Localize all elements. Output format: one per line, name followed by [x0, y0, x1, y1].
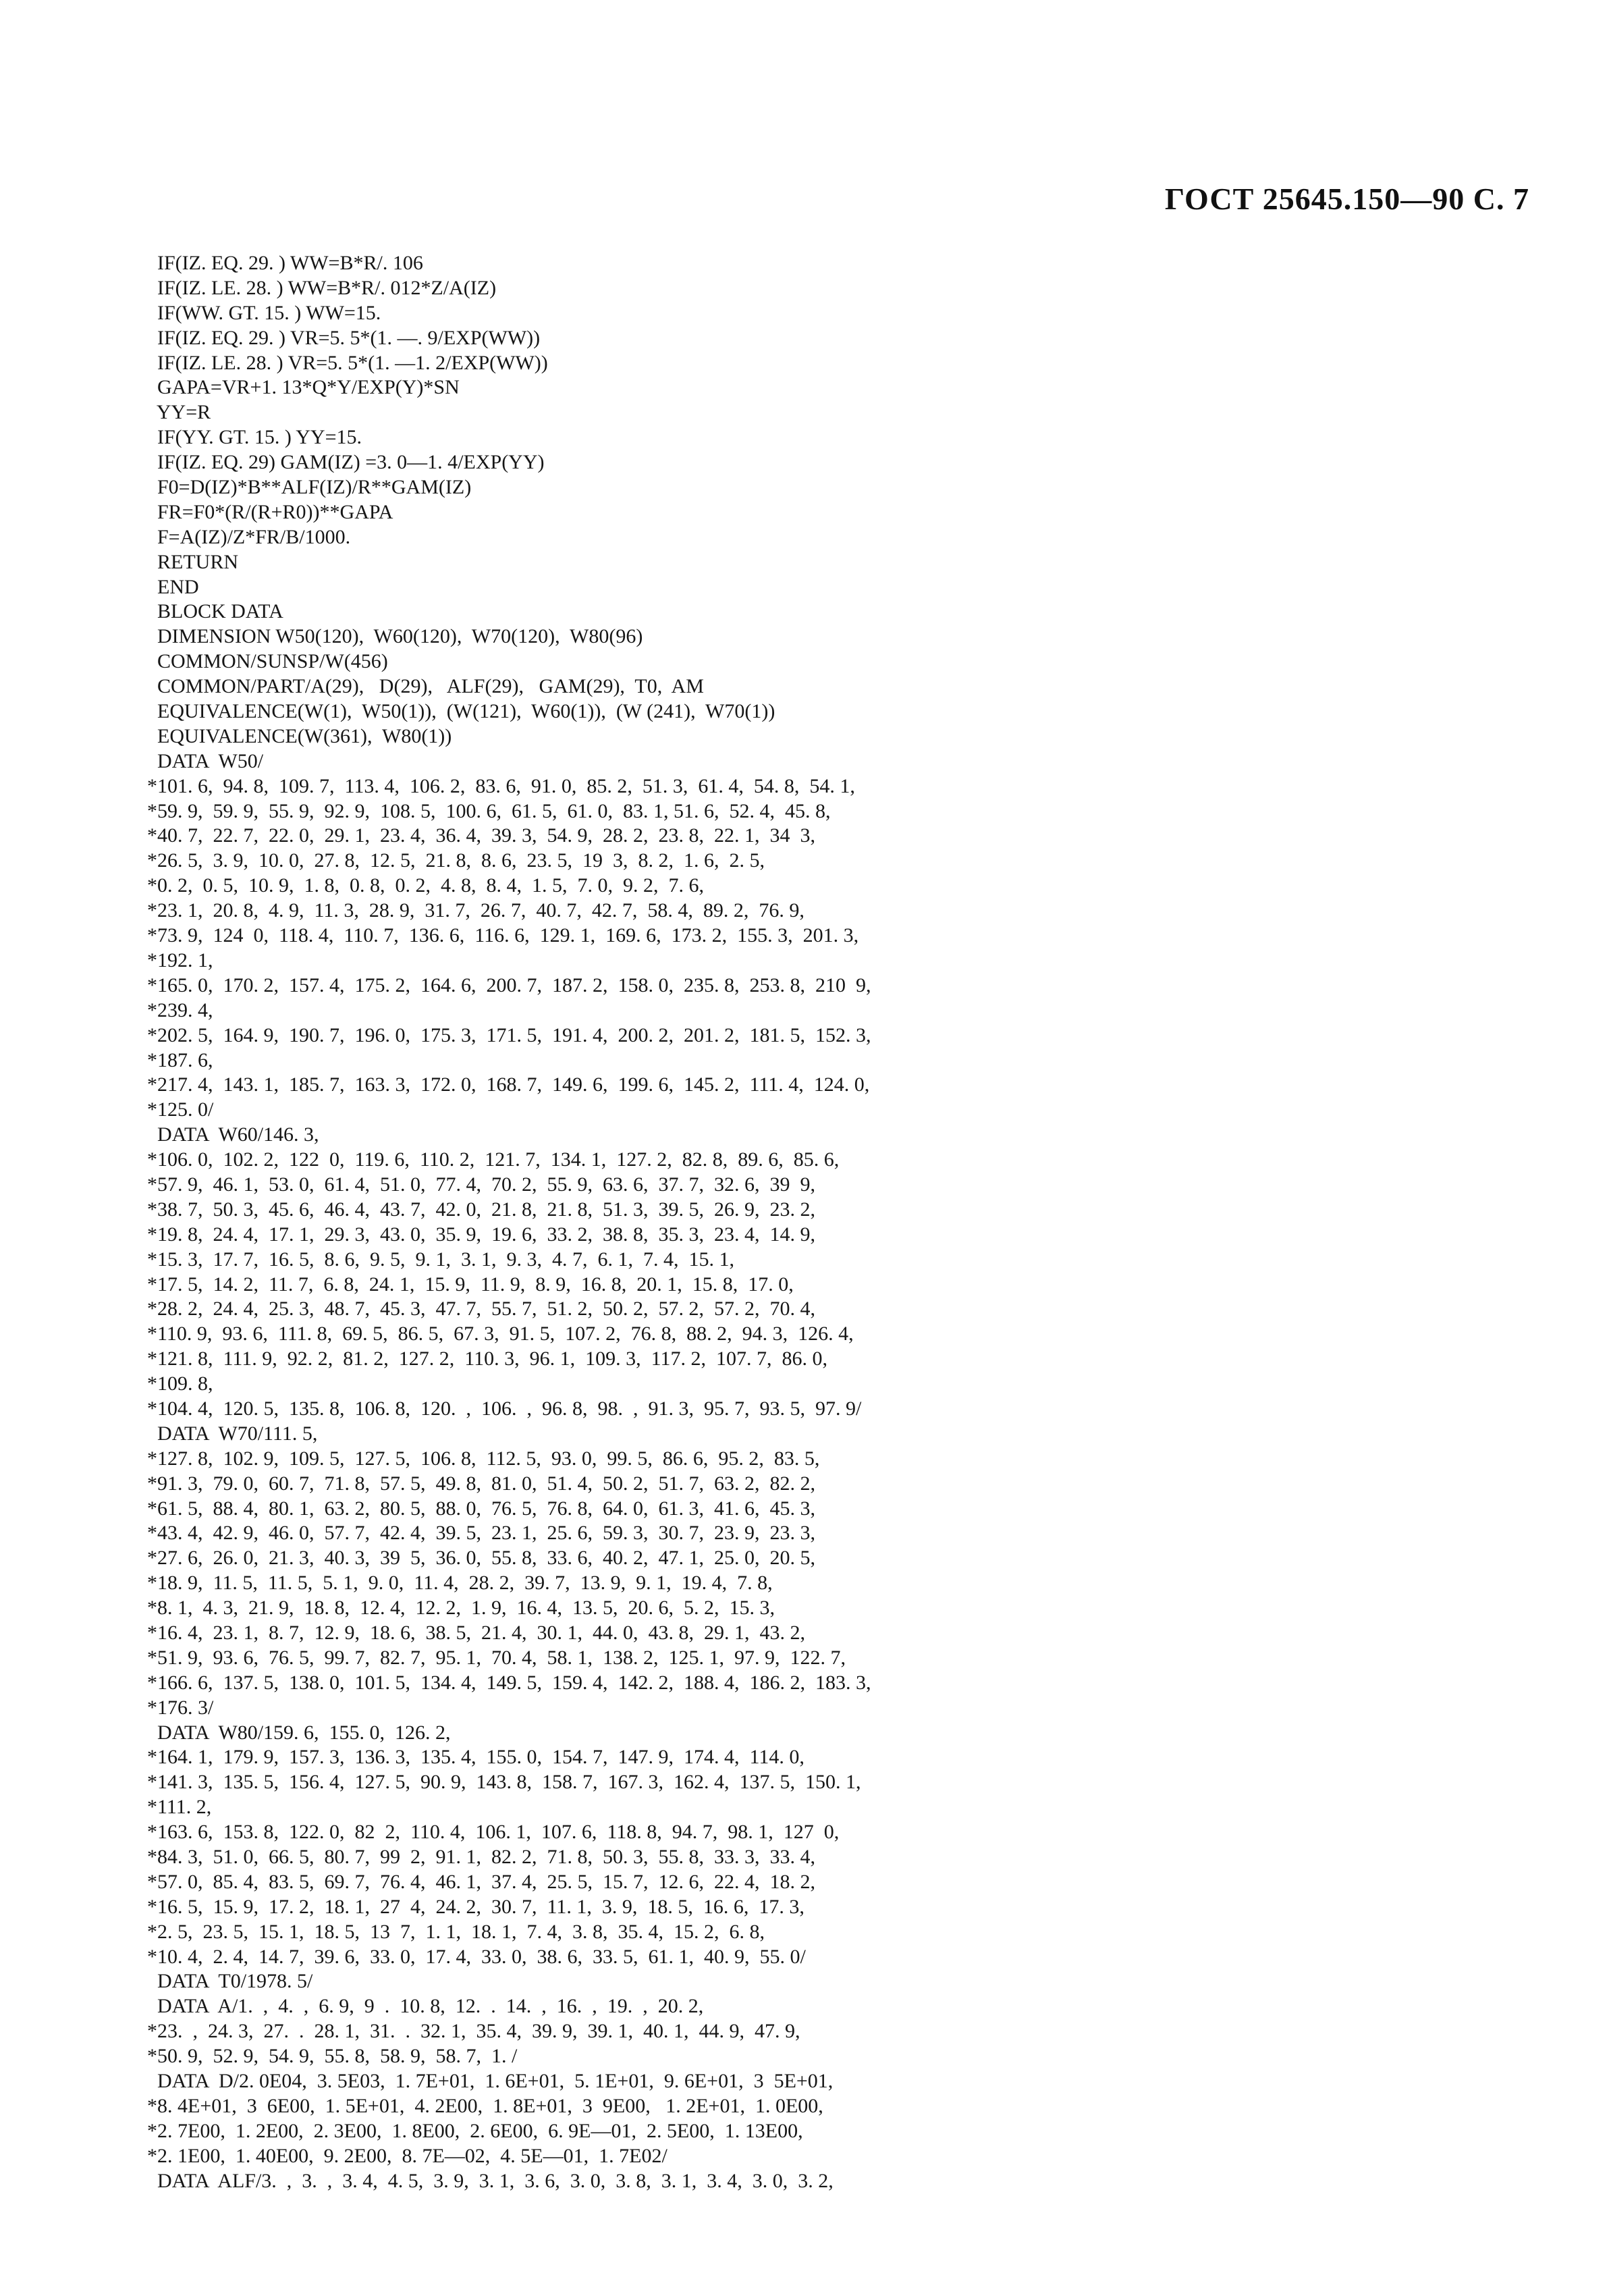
code-line: *57. 0, 85. 4, 83. 5, 69. 7, 76. 4, 46. 1, 37. 4, 25. 5, 15. 7, 12. 6, 22. 4, 18. 2, — [147, 1870, 815, 1893]
code-line: COMMON/SUNSP/W(456) — [147, 650, 388, 673]
code-line: IF(IZ. LE. 28. ) VR=5. 5*(1. —1. 2/EXP(WW)) — [147, 351, 548, 374]
code-line: DATA W60/146. 3, — [147, 1123, 319, 1146]
code-line: DATA D/2. 0E04, 3. 5E03, 1. 7E+01, 1. 6E+01, 5. 1E+01, 9. 6E+01, 3 5E+01, — [147, 2070, 834, 2093]
code-line: *19. 8, 24. 4, 17. 1, 29. 3, 43. 0, 35. 9, 19. 6, 33. 2, 38. 8, 35. 3, 23. 4, 14. 9, — [147, 1223, 815, 1246]
code-line: *239. 4, — [147, 998, 213, 1021]
code-line: F0=D(IZ)*B**ALF(IZ)/R**GAM(IZ) — [147, 476, 472, 499]
code-line: IF(WW. GT. 15. ) WW=15. — [147, 301, 381, 324]
code-line: *2. 1E00, 1. 40E00, 9. 2E00, 8. 7E—02, 4. 5E—01, 1. 7E02/ — [147, 2144, 667, 2167]
code-line: FR=F0*(R/(R+R0))**GAPA — [147, 500, 393, 523]
code-line: *23. 1, 20. 8, 4. 9, 11. 3, 28. 9, 31. 7, 26. 7, 40. 7, 42. 7, 58. 4, 89. 2, 76. 9, — [147, 899, 804, 922]
code-line: *15. 3, 17. 7, 16. 5, 8. 6, 9. 5, 9. 1, 3. 1, 9. 3, 4. 7, 6. 1, 7. 4, 15. 1, — [147, 1248, 734, 1271]
code-line: EQUIVALENCE(W(361), W80(1)) — [147, 724, 452, 747]
code-line: *110. 9, 93. 6, 111. 8, 69. 5, 86. 5, 67. 3, 91. 5, 107. 2, 76. 8, 88. 2, 94. 3, 126. 4, — [147, 1323, 854, 1345]
page-header: ГОСТ 25645.150—90 С. 7 — [1164, 182, 1529, 216]
code-line: DATA W80/159. 6, 155. 0, 126. 2, — [147, 1721, 451, 1744]
fortran-listing — [147, 251, 1551, 2193]
code-line: *38. 7, 50. 3, 45. 6, 46. 4, 43. 7, 42. 0, 21. 8, 21. 8, 51. 3, 39. 5, 26. 9, 23. 2, — [147, 1198, 815, 1221]
code-line: *202. 5, 164. 9, 190. 7, 196. 0, 175. 3, 171. 5, 191. 4, 200. 2, 201. 2, 181. 5, 152. 3, — [147, 1023, 871, 1046]
code-line: IF(IZ. LE. 28. ) WW=B*R/. 012*Z/A(IZ) — [147, 276, 497, 299]
code-line: *192. 1, — [147, 949, 213, 971]
code-line: *104. 4, 120. 5, 135. 8, 106. 8, 120. , 106. , 96. 8, 98. , 91. 3, 95. 7, 93. 5, 97. 9/ — [147, 1397, 862, 1420]
code-line: *125. 0/ — [147, 1098, 214, 1121]
code-line: DATA ALF/3. , 3. , 3. 4, 4. 5, 3. 9, 3. 1, 3. 6, 3. 0, 3. 8, 3. 1, 3. 4, 3. 0, 3. 2, — [147, 2169, 834, 2192]
code-line: IF(IZ. EQ. 29) GAM(IZ) =3. 0—1. 4/EXP(YY) — [147, 451, 545, 474]
code-line: COMMON/PART/A(29), D(29), ALF(29), GAM(29), T0, AM — [147, 675, 704, 698]
code-line: IF(YY. GT. 15. ) YY=15. — [147, 426, 362, 449]
code-line: EQUIVALENCE(W(1), W50(1)), (W(121), W60(1)), (W (241), W70(1)) — [147, 700, 775, 723]
code-line: *16. 5, 15. 9, 17. 2, 18. 1, 27 4, 24. 2, 30. 7, 11. 1, 3. 9, 18. 5, 16. 6, 17. 3, — [147, 1895, 804, 1918]
code-line: *28. 2, 24. 4, 25. 3, 48. 7, 45. 3, 47. 7, 55. 7, 51. 2, 50. 2, 57. 2, 57. 2, 70. 4, — [147, 1298, 815, 1320]
code-line: *163. 6, 153. 8, 122. 0, 82 2, 110. 4, 106. 1, 107. 6, 118. 8, 94. 7, 98. 1, 127 0, — [147, 1821, 840, 1844]
code-line: *10. 4, 2. 4, 14. 7, 39. 6, 33. 0, 17. 4, 33. 0, 38. 6, 33. 5, 61. 1, 40. 9, 55. 0/ — [147, 1945, 806, 1968]
code-line: *17. 5, 14. 2, 11. 7, 6. 8, 24. 1, 15. 9, 11. 9, 8. 9, 16. 8, 20. 1, 15. 8, 17. 0, — [147, 1273, 794, 1296]
code-line: BLOCK DATA — [147, 600, 283, 623]
code-line: *187. 6, — [147, 1048, 213, 1071]
code-line: IF(IZ. EQ. 29. ) WW=B*R/. 106 — [147, 252, 423, 274]
code-line: *166. 6, 137. 5, 138. 0, 101. 5, 134. 4, 149. 5, 159. 4, 142. 2, 188. 4, 186. 2, 183. 3, — [147, 1671, 871, 1694]
code-line: DATA W70/111. 5, — [147, 1422, 318, 1445]
code-line: DATA A/1. , 4. , 6. 9, 9 . 10. 8, 12. . 14. , 16. , 19. , 20. 2, — [147, 1995, 704, 2018]
code-line: DATA T0/1978. 5/ — [147, 1970, 313, 1993]
code-line: END — [147, 575, 199, 598]
code-line: YY=R — [147, 401, 211, 424]
code-line: *176. 3/ — [147, 1696, 214, 1719]
code-line: *51. 9, 93. 6, 76. 5, 99. 7, 82. 7, 95. 1, 70. 4, 58. 1, 138. 2, 125. 1, 97. 9, 122. 7, — [147, 1646, 846, 1669]
code-line: *43. 4, 42. 9, 46. 0, 57. 7, 42. 4, 39. 5, 23. 1, 25. 6, 59. 3, 30. 7, 23. 9, 23. 3, — [147, 1522, 815, 1545]
code-line: *40. 7, 22. 7, 22. 0, 29. 1, 23. 4, 36. 4, 39. 3, 54. 9, 28. 2, 23. 8, 22. 1, 34 3, — [147, 824, 815, 847]
code-line: *111. 2, — [147, 1796, 212, 1819]
code-line: *109. 8, — [147, 1372, 213, 1395]
code-line: *217. 4, 143. 1, 185. 7, 163. 3, 172. 0, 168. 7, 149. 6, 199. 6, 145. 2, 111. 4, 124. 0, — [147, 1073, 870, 1096]
code-line: *127. 8, 102. 9, 109. 5, 127. 5, 106. 8, 112. 5, 93. 0, 99. 5, 86. 6, 95. 2, 83. 5, — [147, 1447, 820, 1470]
code-line: *57. 9, 46. 1, 53. 0, 61. 4, 51. 0, 77. 4, 70. 2, 55. 9, 63. 6, 37. 7, 32. 6, 39 9, — [147, 1173, 815, 1196]
code-line: *84. 3, 51. 0, 66. 5, 80. 7, 99 2, 91. 1, 82. 2, 71. 8, 50. 3, 55. 8, 33. 3, 33. 4, — [147, 1846, 815, 1868]
code-line: DATA W50/ — [147, 749, 264, 772]
code-line: *59. 9, 59. 9, 55. 9, 92. 9, 108. 5, 100. 6, 61. 5, 61. 0, 83. 1, 51. 6, 52. 4, 45. 8, — [147, 799, 831, 822]
code-line: *141. 3, 135. 5, 156. 4, 127. 5, 90. 9, 143. 8, 158. 7, 167. 3, 162. 4, 137. 5, 150. 1, — [147, 1771, 861, 1794]
code-line: IF(IZ. EQ. 29. ) VR=5. 5*(1. —. 9/EXP(WW)) — [147, 326, 541, 349]
code-line: *61. 5, 88. 4, 80. 1, 63. 2, 80. 5, 88. 0, 76. 5, 76. 8, 64. 0, 61. 3, 41. 6, 45. 3, — [147, 1497, 815, 1520]
code-line: *27. 6, 26. 0, 21. 3, 40. 3, 39 5, 36. 0, 55. 8, 33. 6, 40. 2, 47. 1, 25. 0, 20. 5, — [147, 1547, 815, 1570]
code-line: *91. 3, 79. 0, 60. 7, 71. 8, 57. 5, 49. 8, 81. 0, 51. 4, 50. 2, 51. 7, 63. 2, 82. 2, — [147, 1472, 815, 1495]
code-line: *18. 9, 11. 5, 11. 5, 5. 1, 9. 0, 11. 4, 28. 2, 39. 7, 13. 9, 9. 1, 19. 4, 7. 8, — [147, 1572, 773, 1595]
code-line: *106. 0, 102. 2, 122 0, 119. 6, 110. 2, 121. 7, 134. 1, 127. 2, 82. 8, 89. 6, 85. 6, — [147, 1148, 840, 1171]
code-line: *164. 1, 179. 9, 157. 3, 136. 3, 135. 4, 155. 0, 154. 7, 147. 9, 174. 4, 114. 0, — [147, 1746, 804, 1769]
code-line: *8. 4E+01, 3 6E00, 1. 5E+01, 4. 2E00, 1. 8E+01, 3 9E00, 1. 2E+01, 1. 0E00, — [147, 2094, 823, 2117]
code-line: *101. 6, 94. 8, 109. 7, 113. 4, 106. 2, 83. 6, 91. 0, 85. 2, 51. 3, 61. 4, 54. 8, 54. 1, — [147, 774, 855, 797]
code-line: *50. 9, 52. 9, 54. 9, 55. 8, 58. 9, 58. 7, 1. / — [147, 2045, 518, 2068]
code-line: *0. 2, 0. 5, 10. 9, 1. 8, 0. 8, 0. 2, 4. 8, 8. 4, 1. 5, 7. 0, 9. 2, 7. 6, — [147, 874, 704, 897]
code-line: GAPA=VR+1. 13*Q*Y/EXP(Y)*SN — [147, 376, 460, 399]
code-line: *121. 8, 111. 9, 92. 2, 81. 2, 127. 2, 110. 3, 96. 1, 109. 3, 117. 2, 107. 7, 86. 0, — [147, 1347, 828, 1370]
code-line: *2. 5, 23. 5, 15. 1, 18. 5, 13 7, 1. 1, 18. 1, 7. 4, 3. 8, 35. 4, 15. 2, 6. 8, — [147, 1920, 765, 1943]
code-line: *2. 7E00, 1. 2E00, 2. 3E00, 1. 8E00, 2. 6E00, 6. 9E—01, 2. 5E00, 1. 13E00, — [147, 2119, 803, 2142]
code-line: RETURN — [147, 550, 238, 573]
code-line: *73. 9, 124 0, 118. 4, 110. 7, 136. 6, 116. 6, 129. 1, 169. 6, 173. 2, 155. 3, 201. 3, — [147, 924, 859, 947]
code-line: *23. , 24. 3, 27. . 28. 1, 31. . 32. 1, 35. 4, 39. 9, 39. 1, 40. 1, 44. 9, 47. 9, — [147, 2020, 800, 2043]
code-line: *165. 0, 170. 2, 157. 4, 175. 2, 164. 6, 200. 7, 187. 2, 158. 0, 235. 8, 253. 8, 210 9, — [147, 973, 871, 996]
code-line: *26. 5, 3. 9, 10. 0, 27. 8, 12. 5, 21. 8, 8. 6, 23. 5, 19 3, 8. 2, 1. 6, 2. 5, — [147, 849, 765, 872]
code-line: *16. 4, 23. 1, 8. 7, 12. 9, 18. 6, 38. 5, 21. 4, 30. 1, 44. 0, 43. 8, 29. 1, 43. 2, — [147, 1621, 805, 1644]
code-line: F=A(IZ)/Z*FR/B/1000. — [147, 525, 351, 548]
code-line: *8. 1, 4. 3, 21. 9, 18. 8, 12. 4, 12. 2, 1. 9, 16. 4, 13. 5, 20. 6, 5. 2, 15. 3, — [147, 1597, 775, 1620]
code-line: DIMENSION W50(120), W60(120), W70(120), W80(96) — [147, 625, 643, 648]
